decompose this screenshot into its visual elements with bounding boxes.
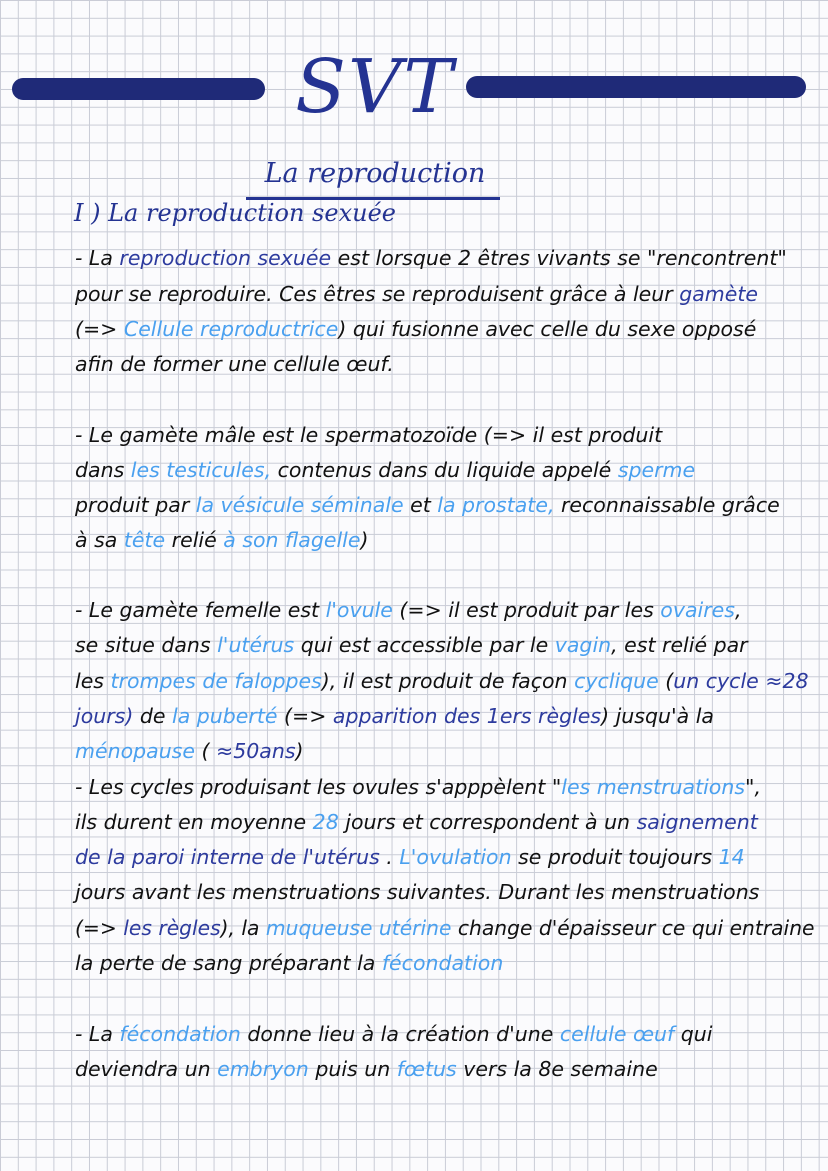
body-line: deviendra un embryon puis un fœtus vers la 8e semaine <box>75 1057 658 1081</box>
body-line: ils durent en moyenne 28 jours et correspondent à un saignement <box>75 810 758 834</box>
body-line: produit par la vésicule séminale et la prostate, reconnaissable grâce <box>75 493 780 517</box>
body-line: de la paroi interne de l'utérus . L'ovulation se produit toujours 14 <box>75 845 745 869</box>
body-line: les trompes de faloppes), il est produit de façon cyclique (un cycle ≈28 <box>75 669 809 693</box>
body-line: jours) de la puberté (=> apparition des 1ers règles) jusqu'à la <box>75 704 714 728</box>
body-line: - La reproduction sexuée est lorsque 2 êtres vivants se "rencontrent" <box>75 246 787 270</box>
section-heading: I ) La reproduction sexuée <box>74 199 396 227</box>
body-line: - Le gamète femelle est l'ovule (=> il est produit par les ovaires, <box>75 598 742 622</box>
body-line: - Les cycles produisant les ovules s'apppèlent "les menstruations", <box>75 775 761 799</box>
chapter-title: La reproduction <box>264 158 486 189</box>
header-bar-left <box>12 78 265 100</box>
body-line: jours avant les menstruations suivantes. Durant les menstruations <box>75 880 760 904</box>
header-bar-right <box>466 76 806 98</box>
body-line: dans les testicules, contenus dans du liquide appelé sperme <box>75 458 696 482</box>
body-line: - La fécondation donne lieu à la création d'une cellule œuf qui <box>75 1022 713 1046</box>
body-line: pour se reproduire. Ces êtres se reproduisent grâce à leur gamète <box>75 282 759 306</box>
body-line: la perte de sang préparant la fécondation <box>75 951 504 975</box>
body-line: afin de former une cellule œuf. <box>75 352 394 376</box>
body-line: à sa tête relié à son flagelle) <box>75 528 369 552</box>
body-line: se situe dans l'utérus qui est accessible par le vagin, est relié par <box>75 633 748 657</box>
body-line: (=> Cellule reproductrice) qui fusionne avec celle du sexe opposé <box>75 317 757 341</box>
body-line: (=> les règles), la muqueuse utérine change d'épaisseur ce qui entraine <box>75 916 815 940</box>
subject-title: SVT <box>295 44 455 130</box>
body-line: ménopause ( ≈50ans) <box>75 739 304 763</box>
body-line: - Le gamète mâle est le spermatozoïde (=> il est produit <box>75 423 663 447</box>
